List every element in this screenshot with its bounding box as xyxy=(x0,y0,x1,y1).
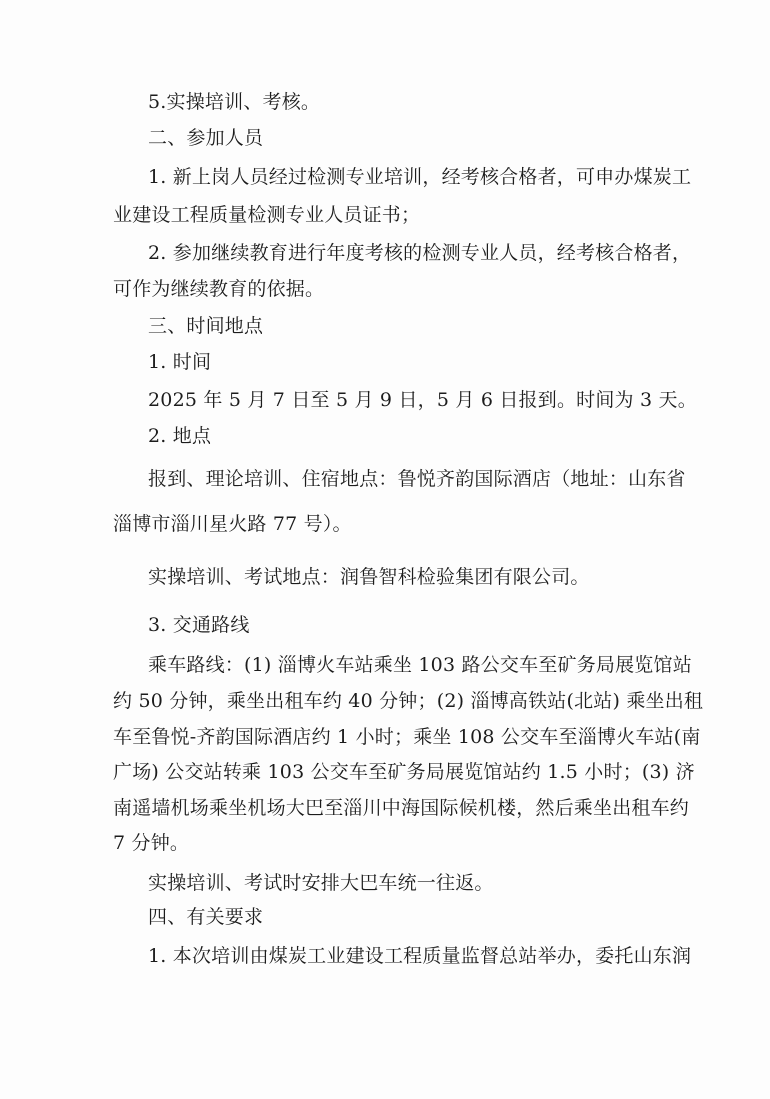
s3-place-line1: 报到、理论培训、住宿地点：鲁悦齐韵国际酒店（地址：山东省 xyxy=(148,468,686,490)
item-5: 5.实操培训、考核。 xyxy=(148,91,321,113)
section-4-title: 四、有关要求 xyxy=(148,906,264,928)
section-2-title: 二、参加人员 xyxy=(148,127,264,149)
s3-route-line5: 南遥墙机场乘坐机场大巴至淄川中海国际候机楼，然后乘坐出租车约 xyxy=(113,797,690,819)
s3-route-line4: 广场) 公交站转乘 103 公交车至矿务局展览馆站约 1.5 小时；(3) 济 xyxy=(113,761,695,783)
s3-time-label: 1. 时间 xyxy=(148,351,212,373)
section-3-title: 三、时间地点 xyxy=(148,315,264,337)
s2-p2-line2: 可作为继续教育的依据。 xyxy=(113,278,325,300)
s3-place-line2: 淄博市淄川星火路 77 号）。 xyxy=(113,513,352,535)
s3-time-text: 2025 年 5 月 7 日至 5 月 9 日，5 月 6 日报到。时间为 3 天。 xyxy=(148,389,697,411)
s4-p1-line1: 1. 本次培训由煤炭工业建设工程质量监督总站举办，委托山东润 xyxy=(148,945,692,967)
s3-traffic-label: 3. 交通路线 xyxy=(148,614,250,636)
s3-practice-place: 实操培训、考试地点：润鲁智科检验集团有限公司。 xyxy=(148,566,590,588)
s2-p1-line2: 业建设工程质量检测专业人员证书； xyxy=(113,204,421,226)
s2-p2-line1: 2. 参加继续教育进行年度考核的检测专业人员，经考核合格者， xyxy=(148,242,692,264)
s3-route-line2: 约 50 分钟，乘坐出租车约 40 分钟；(2) 淄博高铁站(北站) 乘坐出租 xyxy=(113,690,704,712)
s3-route-line6: 7 分钟。 xyxy=(113,832,190,854)
s2-p1-line1: 1. 新上岗人员经过检测专业培训，经考核合格者，可申办煤炭工 xyxy=(148,166,692,188)
s3-place-label: 2. 地点 xyxy=(148,425,212,447)
s3-route-line1: 乘车路线：(1) 淄博火车站乘坐 103 路公交车至矿务局展览馆站 xyxy=(148,654,692,676)
s3-bus-note: 实操培训、考试时安排大巴车统一往返。 xyxy=(148,872,494,894)
s3-route-line3: 车至鲁悦-齐韵国际酒店约 1 小时；乘坐 108 公交车至淄博火车站(南 xyxy=(113,726,701,748)
